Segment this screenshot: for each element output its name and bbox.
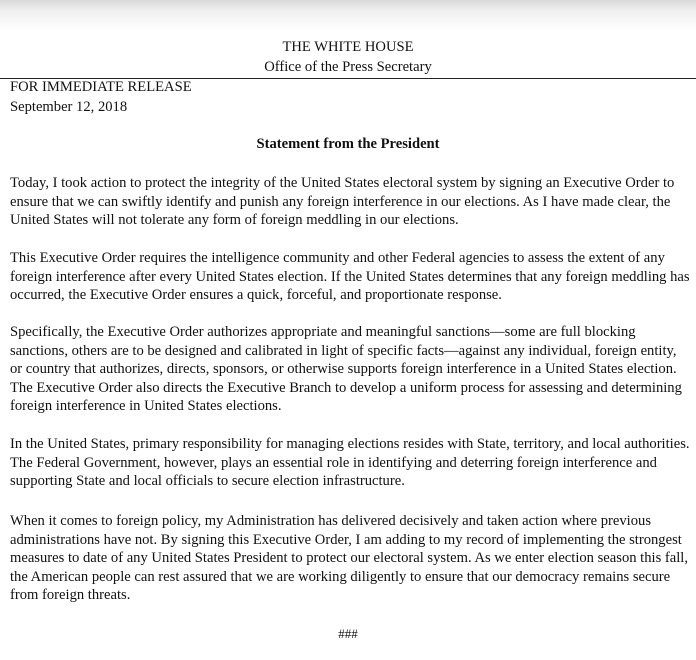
release-info: [10, 78, 192, 117]
paragraph-line: the American people can rest assured that we are working diligently to ensure that our democracy remains secure: [10, 568, 671, 585]
paragraph-line: In the United States, primary responsibility for managing elections resides with State, territory, and local authorities.: [10, 436, 690, 452]
document-header: [0, 38, 696, 77]
paragraph-5: [10, 512, 696, 605]
paragraph-line: Specifically, the Executive Order authorizes appropriate and meaningful sanctions—some are full blocking: [10, 324, 636, 340]
paragraph-line: occurred, the Executive Order ensures a quick, forceful, and proportionate response.: [10, 287, 502, 303]
end-mark: ###: [338, 626, 358, 641]
release-date: September 12, 2018: [10, 98, 128, 115]
paragraph-line: foreign interference after every United States election. If the United States determines that any foreign meddling has: [10, 268, 690, 285]
paragraph-line: The Federal Government, however, plays an essential role in identifying and deterring foreign interference and: [10, 454, 657, 471]
paragraph-line: administrations have not. By signing this Executive Order, I am adding to my record of implementing the strongest: [10, 531, 682, 548]
paragraph-line: When it comes to foreign policy, my Administration has delivered decisively and taken action where previous: [10, 513, 651, 529]
paragraph-line: The Executive Order also directs the Executive Branch to develop a uniform process for assessing and determining: [10, 379, 682, 396]
organization-name: THE WHITE HOUSE: [282, 39, 414, 55]
paragraph-line: Today, I took action to protect the integrity of the United States electoral system by signing an Executive Order to: [10, 175, 675, 191]
paragraph-1: [10, 174, 696, 230]
release-label: FOR IMMEDIATE RELEASE: [10, 79, 192, 95]
paragraph-line: foreign interference in United States elections.: [10, 398, 282, 414]
paragraph-3: [10, 323, 696, 416]
paragraph-4: [10, 435, 696, 491]
paragraph-line: measures to date of any United States President to protect our electoral system. As we enter election season this fall,: [10, 550, 689, 566]
paragraph-line: sanctions, others are to be designed and calibrated in light of specific facts—against any individual, foreign entity,: [10, 342, 677, 359]
top-shadow: [0, 0, 696, 30]
paragraph-line: or country that authorizes, directs, sponsors, or otherwise supports foreign interference in a United States election.: [10, 361, 677, 377]
paragraph-line: supporting State and local officials to secure election infrastructure.: [10, 473, 405, 489]
paragraph-line: United States will not tolerate any form of foreign meddling in our elections.: [10, 212, 459, 228]
paragraph-line: ensure that we can swiftly identify and punish any foreign interference in our elections. As I have made clear, the: [10, 193, 671, 210]
office-name: Office of the Press Secretary: [264, 58, 432, 75]
paragraph-2: [10, 249, 696, 305]
statement-title: Statement from the President: [256, 136, 440, 152]
paragraph-line: This Executive Order requires the intelligence community and other Federal agencies to assess the extent of any: [10, 250, 665, 266]
paragraph-line: from foreign threats.: [10, 587, 131, 603]
